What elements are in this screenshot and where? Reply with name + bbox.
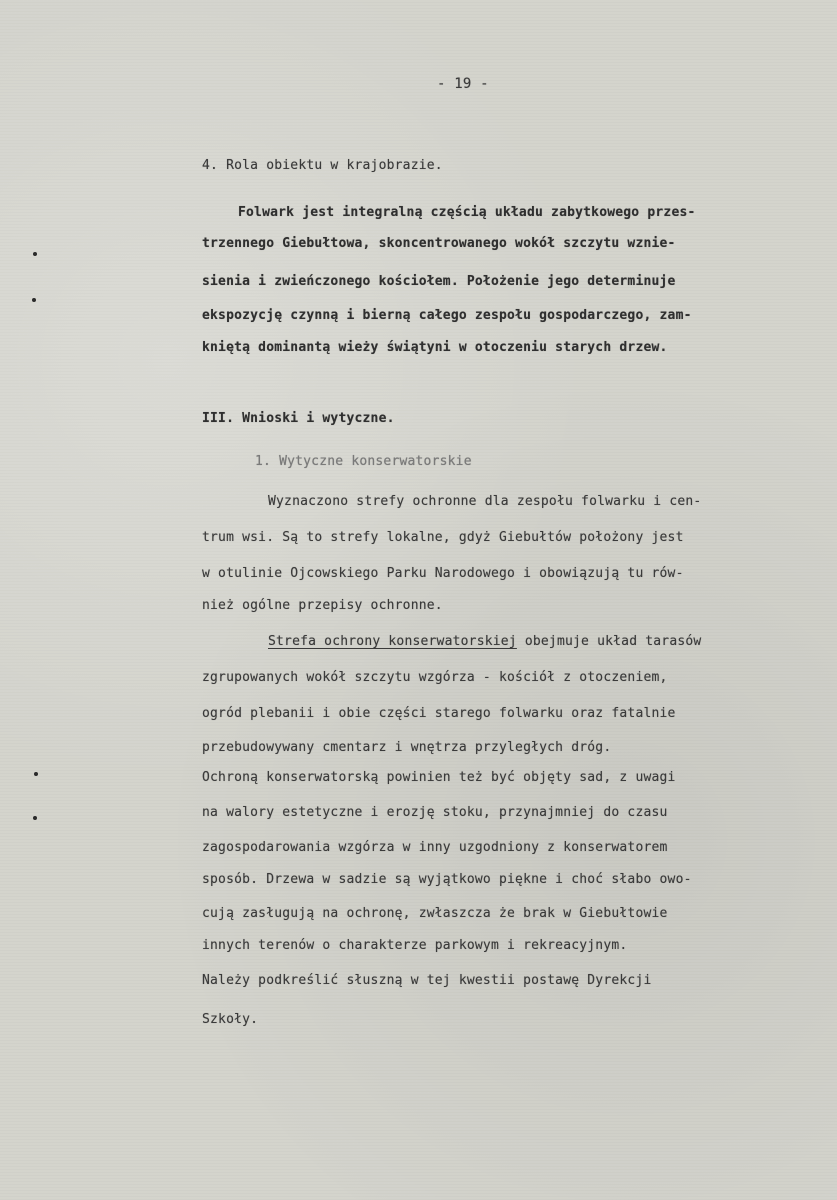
paragraph-line: Folwark jest integralną częścią układu zabytkowego przes- [238, 205, 696, 220]
paragraph-line [268, 634, 701, 650]
paragraph-line: kniętą dominantą wieży świątyni w otoczeniu starych drzew. [202, 340, 668, 355]
paragraph-line: innych terenów o charakterze parkowym i rekreacyjnym. [202, 938, 628, 953]
zone-label-continuation: obejmuje układ tarasów [516, 634, 702, 649]
paragraph-line: Wyznaczono strefy ochronne dla zespołu folwarku i cen- [268, 494, 702, 509]
margin-mark [33, 252, 37, 256]
paragraph-line: na walory estetyczne i erozję stoku, przynajmniej do czasu [202, 805, 668, 820]
section-heading-landscape-role: 4. Rola obiektu w krajobrazie. [202, 158, 443, 173]
paragraph-line: w otulinie Ojcowskiego Parku Narodowego i obowiązują tu rów- [202, 566, 684, 581]
section-heading-conclusions: III. Wnioski i wytyczne. [202, 411, 395, 426]
paragraph-line: nież ogólne przepisy ochronne. [202, 598, 443, 613]
paragraph-line: zagospodarowania wzgórza w inny uzgodniony z konserwatorem [202, 840, 668, 855]
subsection-heading-guidelines: 1. Wytyczne konserwatorskie [255, 454, 472, 469]
paragraph-line: trzennego Giebułtowa, skoncentrowanego wokół szczytu wznie- [202, 236, 676, 251]
paragraph-line: Szkoły. [202, 1012, 259, 1027]
paragraph-line: zgrupowanych wokół szczytu wzgórza - kościół z otoczeniem, [202, 670, 668, 685]
paragraph-line: trum wsi. Są to strefy lokalne, gdyż Giebułtów położony jest [202, 530, 684, 545]
paragraph-line: sposób. Drzewa w sadzie są wyjątkowo piękne i choć słabo owo- [202, 872, 692, 887]
margin-mark [33, 816, 37, 820]
paragraph-line: ekspozycję czynną i bierną całego zespołu gospodarczego, zam- [202, 308, 692, 323]
paragraph-line: Ochroną konserwatorską powinien też być objęty sad, z uwagi [202, 770, 676, 785]
paragraph-line: przebudowywany cmentarz i wnętrza przyległych dróg. [202, 740, 612, 755]
paragraph-line: Należy podkreślić słuszną w tej kwestii postawę Dyrekcji [202, 973, 652, 988]
page-number: - 19 - [437, 76, 489, 92]
margin-mark [32, 298, 36, 302]
paragraph-line: cują zasługują na ochronę, zwłaszcza że brak w Giebułtowie [202, 906, 668, 921]
zone-label: Strefa ochrony konserwatorskiej [268, 634, 517, 649]
margin-mark [34, 772, 38, 776]
paragraph-line: sienia i zwieńczonego kościołem. Położenie jego determinuje [202, 274, 676, 289]
paragraph-line: ogród plebanii i obie części starego folwarku oraz fatalnie [202, 706, 676, 721]
